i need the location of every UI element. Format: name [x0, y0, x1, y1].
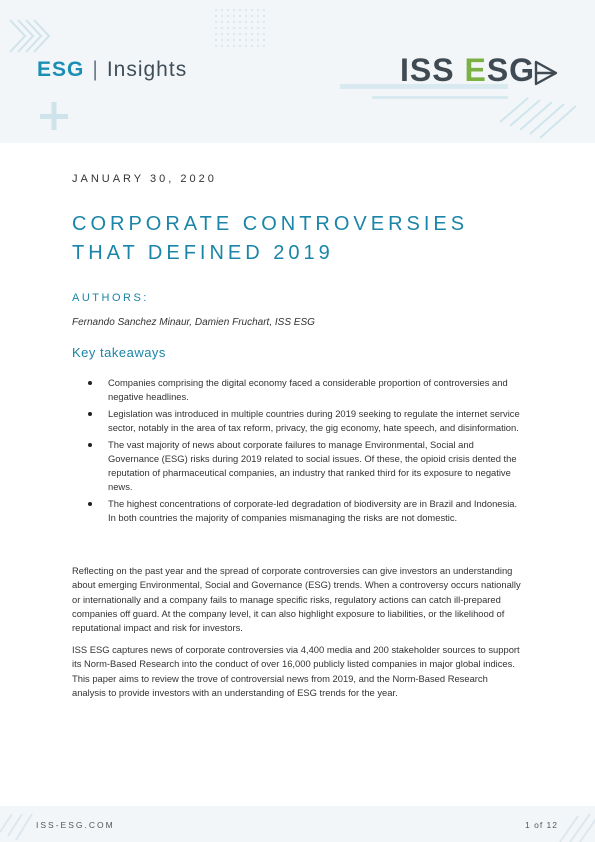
- key-takeaways-heading: Key takeaways: [72, 345, 166, 360]
- page-header: [0, 0, 595, 143]
- body-paragraph: ISS ESG captures news of corporate controversies via 4,400 media and 200 stakeholder sources to support its Norm-Based Research into the conduct of over 16,000 publicly listed companies in major global indices. This paper aims to review the trove of controversial news from 2019, and the Norm-Based Research analysis to provide investors with an understanding of ESG trends for the year.: [72, 644, 520, 698]
- brand-arrow-icon: [533, 59, 559, 87]
- list-item: [108, 376, 523, 404]
- bullet-icon: [88, 412, 92, 416]
- list-item: [108, 497, 523, 525]
- plus-decoration: [40, 102, 68, 130]
- series-bold-text: ESG: [37, 58, 85, 81]
- chevron-pattern-left: [10, 20, 49, 52]
- key-takeaways-list: [108, 376, 523, 528]
- list-item-text: The highest concentrations of corporate-led degradation of biodiversity are in Brazil and Indonesia. In both countries the majority of companies mismanaging the risks are not domestic.: [108, 498, 518, 523]
- list-item: [108, 407, 523, 435]
- publication-date: JANUARY 30, 2020: [72, 173, 217, 185]
- list-item-text: Legislation was introduced in multiple countries during 2019 seeking to regulate the internet service sector, notably in the area of tax reform, privacy, the gig economy, hate speech, and disinformation.: [108, 408, 520, 433]
- dot-grid: [215, 9, 265, 47]
- authors-names: Fernando Sanchez Minaur, Damien Fruchart, ISS ESG: [72, 317, 315, 328]
- report-series-name: [37, 58, 187, 82]
- bullet-icon: [88, 502, 92, 506]
- brand-logo-iss: ISS: [400, 52, 455, 88]
- brand-logo-sg: SG: [486, 52, 536, 88]
- list-item-text: The vast majority of news about corporate failures to manage Environmental, Social and Governance (ESG) risks during 2019 related to social issues. Of these, the opioid crisis dented the reputation of pharmaceutical companies, an industry that ranked third for its exposure to negative news.: [108, 439, 517, 492]
- brand-logo-e: E: [464, 52, 487, 88]
- chevron-pattern-right: [500, 98, 576, 138]
- page-title: CORPORATE CONTROVERSIES THAT DEFINED 2019: [72, 213, 469, 264]
- brand-logo: [400, 52, 535, 89]
- authors-label: AUTHORS:: [72, 292, 149, 304]
- series-text: Insights: [106, 58, 188, 81]
- website-url: ISS-ESG.COM: [36, 820, 115, 830]
- list-item-text: Companies comprising the digital economy faced a considerable proportion of controversies and negative headlines.: [108, 377, 508, 402]
- bullet-icon: [88, 443, 92, 447]
- page-footer: [0, 806, 595, 842]
- series-separator: |: [92, 58, 99, 81]
- body-paragraph: Reflecting on the past year and the spread of corporate controversies can give investors an understanding about emerging Environmental, Social and Governance (ESG) trends. When a controversy occurs nationally or internationally and a company fails to manage specific risks, regulatory actions can catch ill-prepared companies off guard. At the company level, it can also highlight exposure to liabilities, or the likelihood of reputational impact and risk for investors.: [72, 565, 521, 634]
- page-number: 1 of 12: [525, 820, 558, 830]
- list-item: [108, 438, 523, 494]
- bullet-icon: [88, 381, 92, 385]
